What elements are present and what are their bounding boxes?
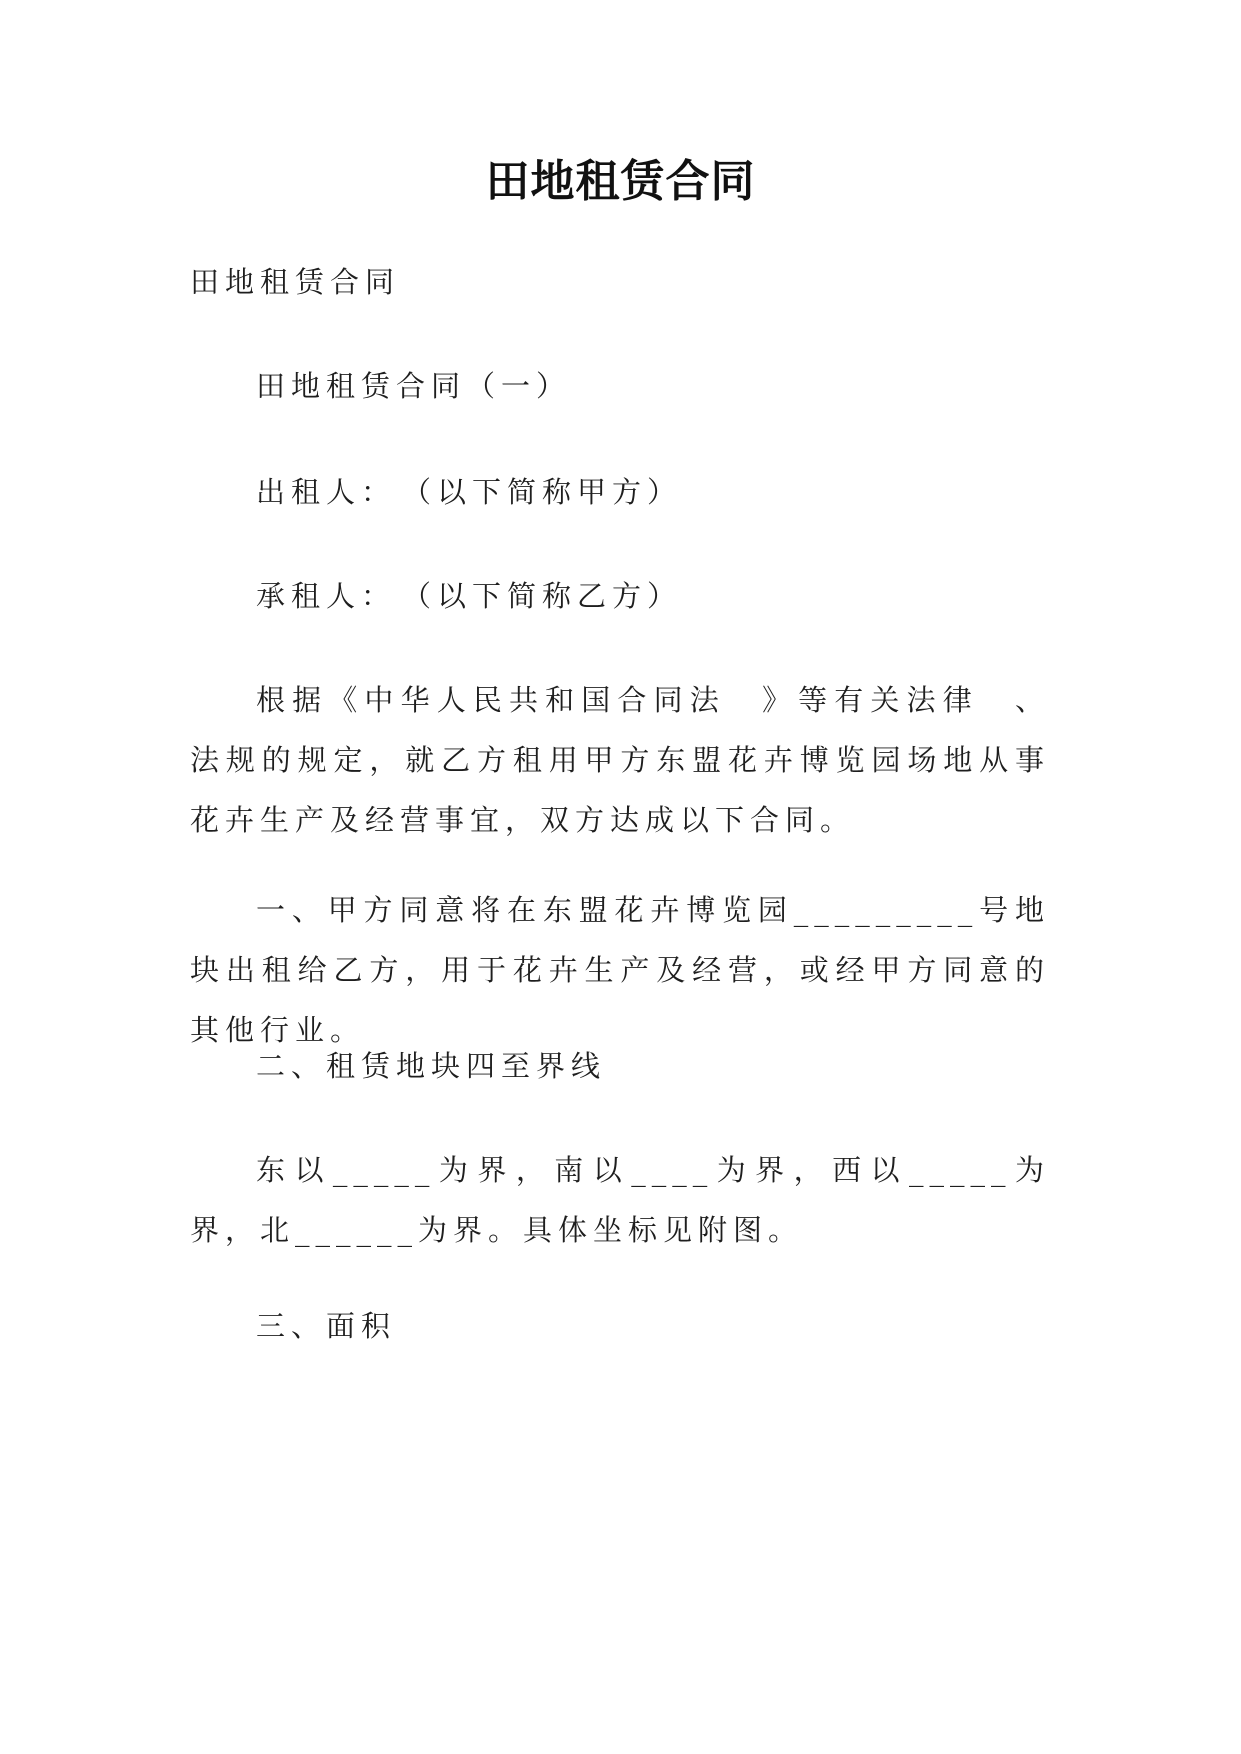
clause-2-paragraph: 东以_____为界，南以____为界，西以_____为界，北______为界。具体坐标见附图。 bbox=[190, 1153, 1050, 1247]
clause-1-paragraph: 一、甲方同意将在东盟花卉博览园_________号地块出租给乙方，用于花卉生产及经营，或经甲方同意的其他行业。 bbox=[190, 893, 1050, 1047]
clause-2-heading: 二、租赁地块四至界线 bbox=[256, 1049, 607, 1083]
preamble-paragraph: 根据《中华人民共和国合同法 》等有关法律 、法规的规定，就乙方租用甲方东盟花卉博览园场地从事花卉生产及经营事宜，双方达成以下合同。 bbox=[190, 683, 1050, 837]
clause-3-heading: 三、面积 bbox=[256, 1309, 397, 1343]
lessee-line: 承租人： （以下简称乙方） bbox=[256, 579, 683, 613]
document-title: 田地租赁合同 bbox=[485, 156, 756, 207]
lessor-line: 出租人： （以下简称甲方） bbox=[256, 475, 683, 509]
document-subtitle: 田地租赁合同 bbox=[190, 265, 401, 299]
section-heading: 田地租赁合同（一） bbox=[256, 369, 572, 403]
